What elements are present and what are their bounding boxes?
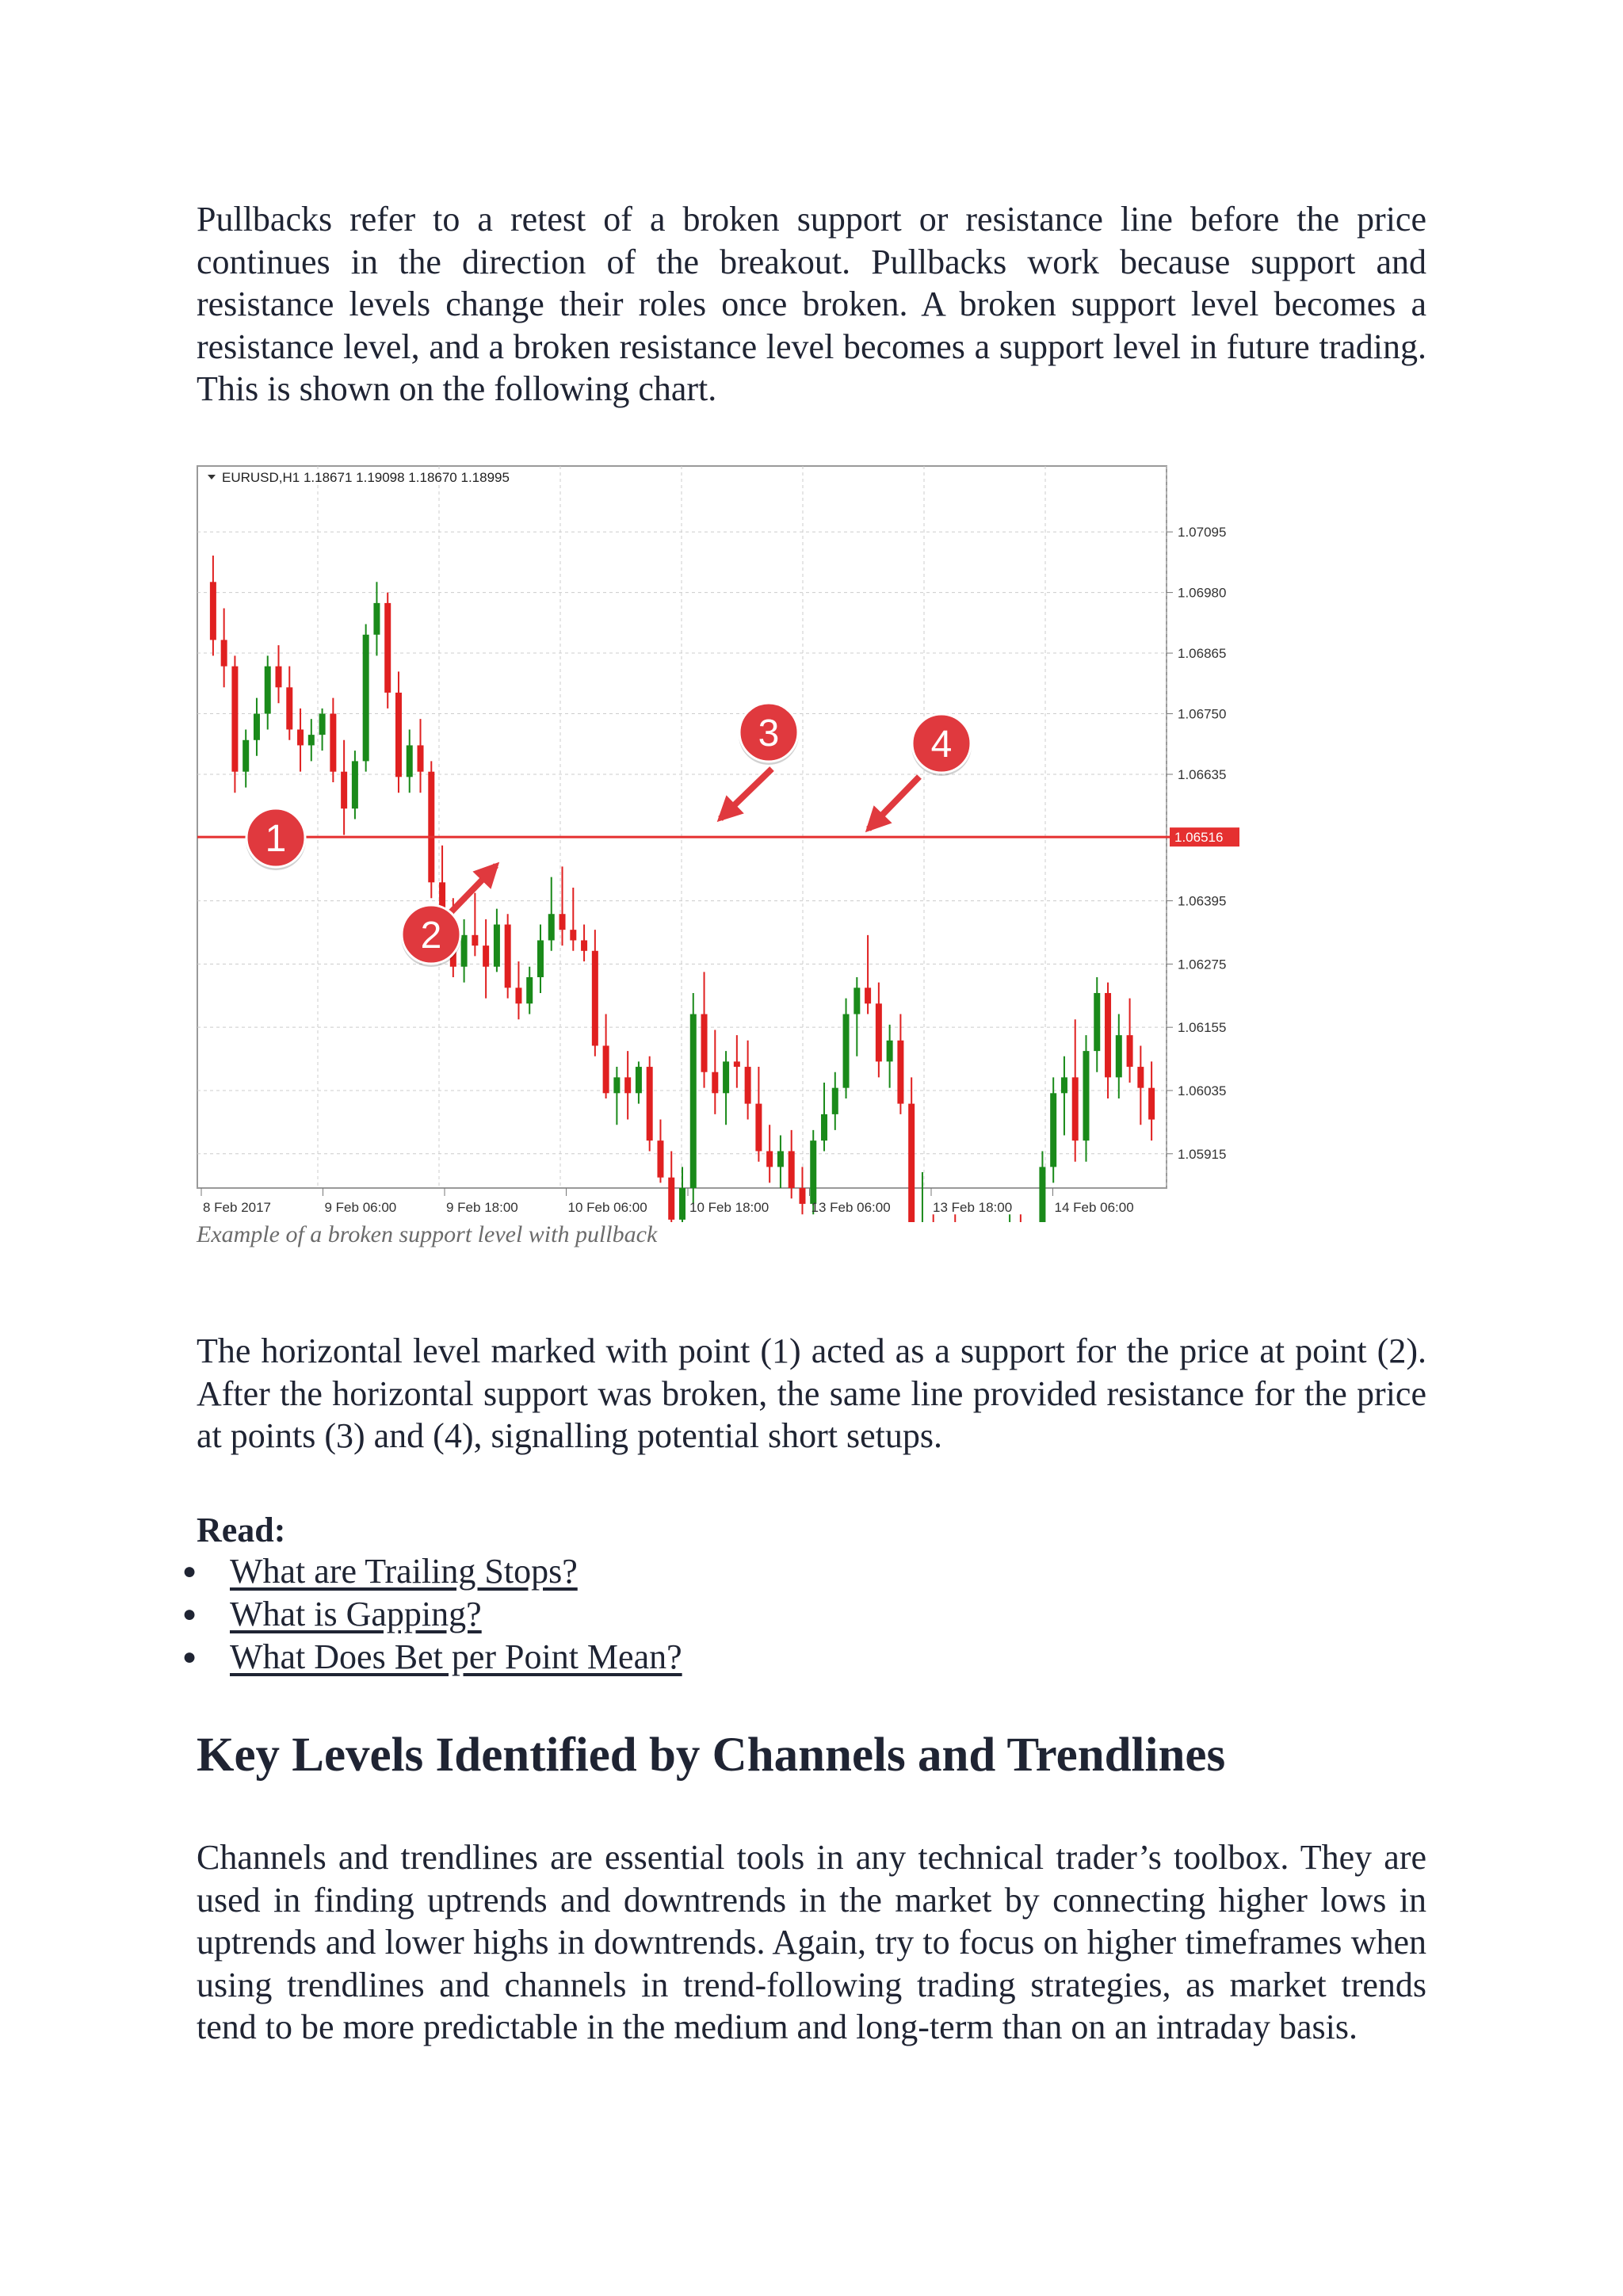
candle-body	[865, 988, 871, 1003]
candle-body	[494, 925, 500, 967]
candle-body	[789, 1151, 795, 1188]
candle-body	[723, 1061, 729, 1093]
candle-body	[483, 946, 489, 967]
bullet-icon: ●	[182, 1644, 197, 1670]
candle-body	[799, 1188, 805, 1204]
candle-body	[647, 1067, 653, 1140]
candle-body	[777, 1151, 784, 1167]
candle-body	[276, 667, 282, 688]
link-gapping[interactable]: What is Gapping?	[230, 1595, 482, 1633]
marker-label: 4	[930, 724, 953, 766]
candle-body	[472, 935, 478, 946]
candle-body	[908, 1104, 915, 1222]
y-tick-label: 1.06635	[1178, 767, 1227, 783]
candle-body	[810, 1140, 816, 1204]
candle-body	[592, 951, 598, 1046]
candle-body	[1137, 1067, 1144, 1088]
link-trailing-stops[interactable]: What are Trailing Stops?	[230, 1552, 578, 1591]
y-tick-label: 1.06865	[1178, 646, 1227, 662]
figure-caption: Example of a broken support level with pullback	[197, 1221, 658, 1247]
candle-body	[341, 772, 347, 809]
candle-body	[373, 603, 380, 635]
candle-body	[1061, 1077, 1067, 1093]
candle-body	[657, 1140, 663, 1178]
candle-body	[231, 667, 238, 772]
explanation-paragraph: The horizontal level marked with point (1) acted as a support for the price at point (2). After the horizontal support was broken, the same line provided resistance for the price at points (3) and (4), signalling potential short setups.	[197, 1331, 1426, 1455]
x-tick-label: 13 Feb 18:00	[933, 1200, 1013, 1215]
candle-body	[330, 714, 336, 772]
candle-body	[428, 772, 434, 883]
candle-body	[407, 745, 413, 777]
candle-body	[384, 603, 391, 693]
candle-body	[537, 940, 544, 977]
candle-body	[395, 693, 402, 777]
bullet-icon: ●	[182, 1601, 197, 1627]
read-label: Read:	[197, 1511, 286, 1549]
list-item	[176, 1636, 682, 1679]
candle-body	[308, 735, 315, 745]
candle-body	[734, 1061, 740, 1067]
candle-body	[242, 740, 249, 772]
y-tick-label: 1.06395	[1178, 893, 1227, 909]
candle-body	[210, 582, 216, 640]
link-bet-per-point[interactable]: What Does Bet per Point Mean?	[230, 1637, 682, 1676]
candle-body	[636, 1067, 642, 1093]
candle-body	[1105, 993, 1111, 1077]
intro-paragraph: Pullbacks refer to a retest of a broken support or resistance line before the price continues in the direction of the breakout. Pullbacks work because support and resistance levels change their roles once broken. A broken support level becomes a resistance level, and a broken resistance level becomes a support level in future trading. This is shown on the following chart.	[197, 200, 1426, 408]
candle-body	[624, 1077, 631, 1093]
candle-body	[679, 1188, 685, 1220]
level-price-label: 1.06516	[1174, 830, 1224, 846]
candle-body	[254, 714, 260, 740]
candle-body	[1116, 1035, 1122, 1077]
list-item	[176, 1550, 682, 1593]
candle-body	[1148, 1088, 1155, 1120]
candle-body	[515, 988, 521, 1003]
x-tick-label: 9 Feb 06:00	[324, 1200, 397, 1215]
candle-body	[897, 1041, 903, 1104]
marker-label: 1	[265, 818, 287, 860]
candle-body	[221, 640, 227, 666]
candle-body	[603, 1045, 609, 1093]
candle-body	[570, 930, 576, 940]
candle-body	[613, 1077, 620, 1093]
y-tick-label: 1.06155	[1178, 1020, 1227, 1036]
candle-body	[418, 745, 424, 771]
candle-body	[548, 914, 555, 940]
candle-body	[745, 1067, 751, 1104]
candle-body	[690, 1014, 697, 1188]
candle-body	[526, 977, 533, 1003]
read-links-list	[176, 1550, 682, 1679]
candle-body	[887, 1041, 893, 1062]
candle-body	[581, 940, 587, 950]
y-tick-label: 1.07095	[1178, 525, 1227, 541]
y-tick-label: 1.06980	[1178, 585, 1227, 601]
section-heading: Key Levels Identified by Channels and Trendlines	[197, 1729, 1226, 1782]
candle-body	[1039, 1167, 1045, 1222]
candle-body	[297, 729, 304, 745]
candle-body	[319, 714, 326, 735]
candle-body	[854, 988, 860, 1014]
marker-label: 3	[758, 712, 780, 755]
x-tick-label: 14 Feb 06:00	[1054, 1200, 1134, 1215]
x-tick-label: 10 Feb 06:00	[567, 1200, 647, 1215]
candle-body	[712, 1072, 718, 1094]
y-tick-label: 1.06750	[1178, 706, 1227, 722]
list-item	[176, 1593, 682, 1636]
candle-body	[1083, 1051, 1089, 1140]
candle-body	[1127, 1035, 1133, 1067]
x-tick-label: 10 Feb 18:00	[689, 1200, 769, 1215]
y-tick-label: 1.06035	[1178, 1083, 1227, 1098]
bullet-icon: ●	[182, 1558, 197, 1584]
candle-body	[766, 1151, 773, 1167]
candle-body	[832, 1088, 838, 1114]
chart-header	[208, 470, 510, 485]
candle-body	[701, 1014, 708, 1072]
price-chart	[197, 461, 1247, 1222]
chart-header-text: EURUSD,H1 1.18671 1.19098 1.18670 1.18995	[222, 470, 510, 485]
y-tick-label: 1.06275	[1178, 957, 1227, 972]
x-tick-label: 9 Feb 18:00	[446, 1200, 518, 1215]
candle-body	[821, 1114, 827, 1140]
x-tick-label: 8 Feb 2017	[203, 1200, 272, 1215]
candle-body	[559, 914, 566, 930]
candle-body	[1050, 1093, 1056, 1167]
candle-body	[363, 635, 369, 762]
candle-body	[352, 761, 358, 808]
candle-body	[505, 925, 511, 988]
candle-body	[286, 687, 292, 729]
candle-body	[876, 1003, 882, 1061]
marker-label: 2	[420, 915, 442, 957]
candle-body	[755, 1104, 762, 1152]
section-paragraph: Channels and trendlines are essential tools in any technical trader’s toolbox. They are used in finding uptrends and downtrends in the market by connecting higher lows in uptrends and lower highs in downtrends. Again, try to focus on higher timeframes when using trendlines and channels in trend-following trading strategies, as market trends tend to be more predictable in the medium and long-term than on an intraday basis.	[197, 1838, 1426, 2046]
candle-body	[668, 1178, 674, 1220]
candle-body	[461, 935, 468, 967]
candlestick-chart-svg	[197, 461, 1247, 1222]
candle-body	[1094, 993, 1100, 1051]
y-tick-label: 1.05915	[1178, 1146, 1227, 1162]
x-tick-label: 13 Feb 06:00	[811, 1200, 891, 1215]
candle-body	[1072, 1077, 1079, 1140]
candle-body	[265, 667, 271, 714]
candle-body	[843, 1014, 850, 1088]
